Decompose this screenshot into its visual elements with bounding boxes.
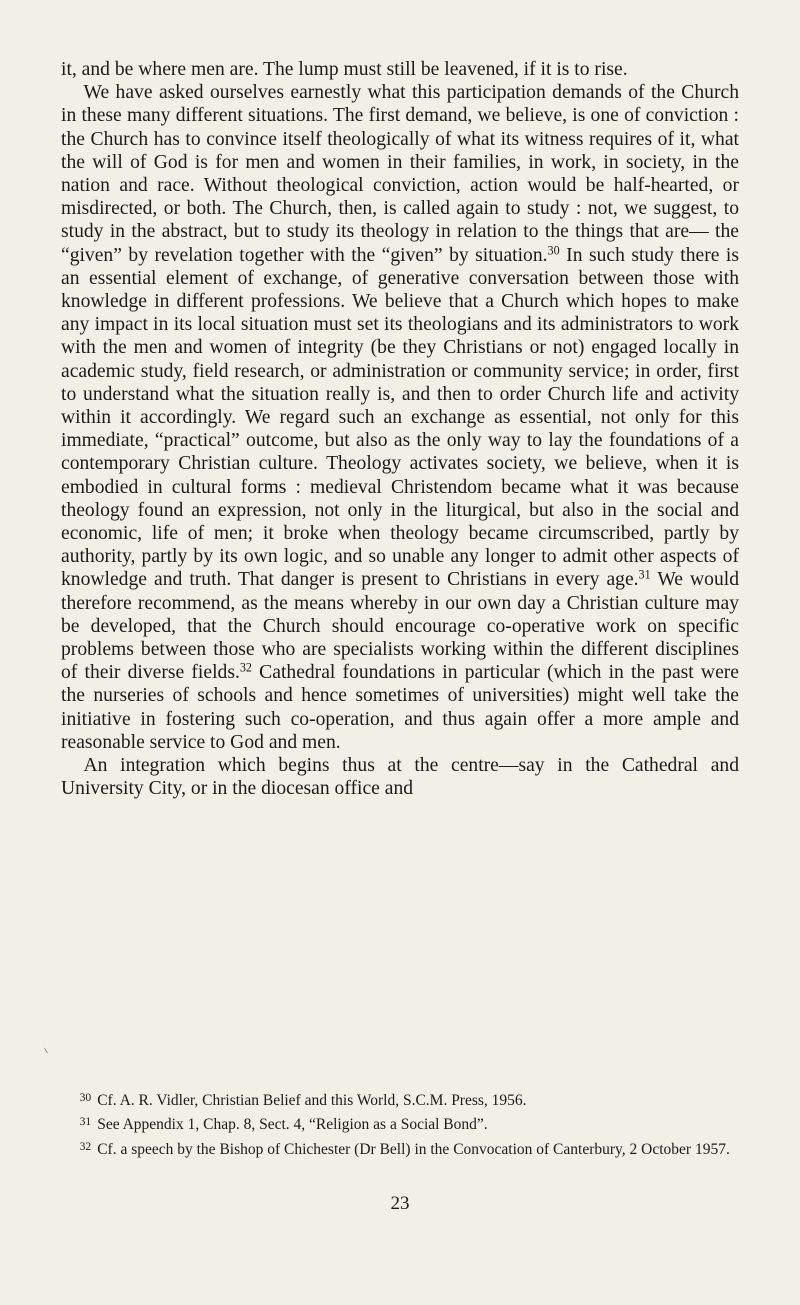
footnote-number: 32 <box>79 1139 92 1153</box>
paragraph-1 <box>61 58 739 81</box>
footnotes <box>61 1088 739 1161</box>
text-run: it, and be where men are. The lump must still be leavened, if it is to rise. <box>61 59 628 80</box>
page-number: 23 <box>390 1193 410 1214</box>
text-run: Cathedral foundations in particular (which in the past were the nurseries of schools and hence sometimes of universities) might well take the initiative in fostering such co-operation, and thus again offer a more ample and reasonable service to God and men. <box>61 662 739 753</box>
footnote-ref-32: 32 <box>239 660 252 675</box>
footnote-text: Cf. a speech by the Bishop of Chichester (Dr Bell) in the Convocation of Canterbury, 2 October 1957. <box>97 1141 730 1158</box>
footnote-30 <box>61 1088 739 1110</box>
footnote-ref-31: 31 <box>638 567 651 582</box>
margin-mark <box>44 1048 48 1054</box>
text-run: We have asked ourselves earnestly what this participation demands of the Church in these many different situations. The first demand, we believe, is one of conviction : the Church has to convince itself theologically of what its witness requires of it, what the will of God is for men and women in their families, in work, in society, in the nation and race. Without theological conviction, action would be half-hearted, or misdirected, or both. The Church, then, is called again to study : not, we suggest, to study in the abstract, but to study its theology in relation to the things that are— the “given” by revelation together with the “given” by situation. <box>61 82 739 266</box>
footnote-number: 30 <box>79 1091 92 1104</box>
text-run: In such study there is an essential element of exchange, of generative conversation between those with knowledge in different professions. We believe that a Church which hopes to make any impact in its local situation must set its theologians and its administrators to work with the men and women of integrity (be they Christians or not) engaged locally in academic study, field research, or administration or community service; in order, first to understand what the situation really is, and then to order Church life and activity within it accordingly. We regard such an exchange as essential, not only for this immediate, “practical” outcome, but also as the only way to lay the foundations of a contemporary Christian culture. Theology activates society, we believe, when it is embodied in cultural forms : medieval Christendom became what it was because theology found an expression, not only in the liturgical, but also in the social and economic, life of men; it broke when theology became circumscribed, partly by authority, partly by its own logic, and so unable any longer to admit other aspects of knowledge and truth. That danger is present to Christians in every age. <box>61 244 739 591</box>
footnote-text: Cf. A. R. Vidler, Christian Belief and this World, S.C.M. Press, 1956. <box>97 1092 527 1110</box>
paragraph-3 <box>61 754 739 800</box>
text-run: We would therefore recommend, as the means whereby in our own day a Christian culture may be developed, that the Church should encourage co-operative work on specific problems between those who are specialists working within the different disciplines of their diverse fields. <box>61 569 739 684</box>
paragraph-2 <box>61 81 739 754</box>
footnote-text: See Appendix 1, Chap. 8, Sect. 4, “Religion as a Social Bond”. <box>97 1116 488 1134</box>
footnote-ref-30: 30 <box>547 242 560 257</box>
text-run: An integration which begins thus at the centre—say in the Cathedral and University City, or in the diocesan office and <box>61 755 739 800</box>
footnote-number: 31 <box>79 1115 92 1129</box>
body-text <box>61 58 739 801</box>
footnote-32 <box>61 1137 739 1159</box>
footnote-31 <box>61 1112 739 1134</box>
